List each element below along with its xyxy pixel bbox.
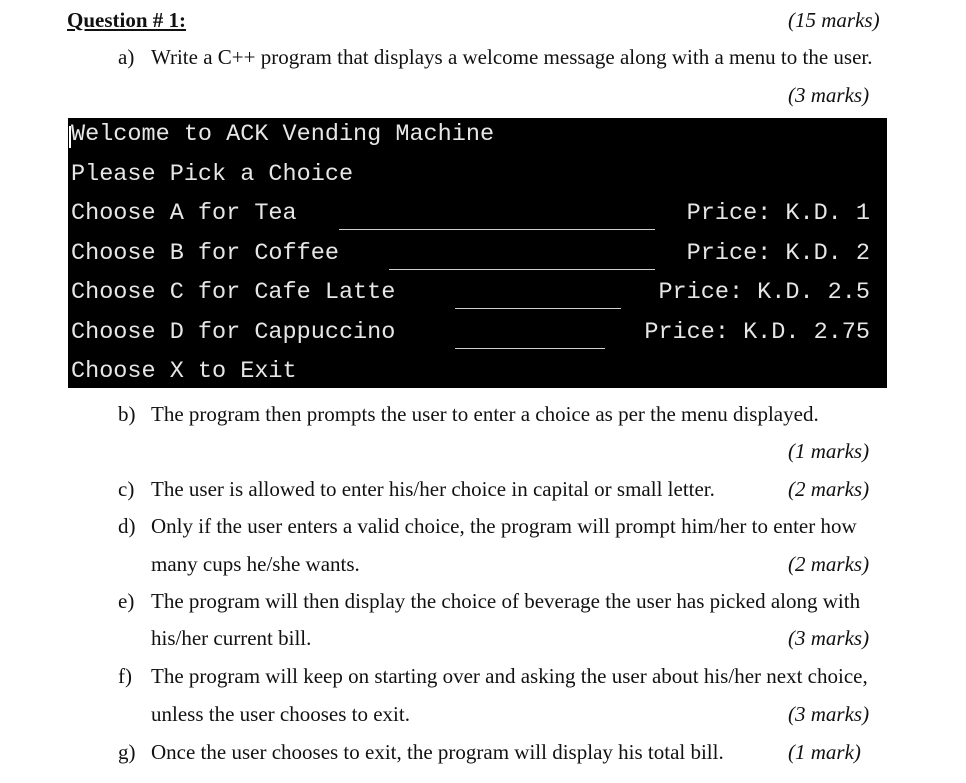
part-a-marks: (3 marks) <box>788 83 870 107</box>
console-item-coffee: Choose B for Coffee <box>71 240 339 267</box>
part-c-text: The user is allowed to enter his/her choice in capital or small letter. <box>151 477 715 501</box>
part-f-line1: The program will keep on starting over and asking the user about his/her next choice, <box>151 664 868 688</box>
part-g-text: Once the user chooses to exit, the program will display his total bill. <box>151 740 724 764</box>
part-e-letter: e) <box>118 589 135 613</box>
part-e-marks: (3 marks) <box>788 626 870 650</box>
question-title: Question # 1: <box>67 8 187 32</box>
part-b-letter: b) <box>118 402 136 426</box>
part-d-line2: many cups he/she wants. <box>151 552 360 576</box>
part-b-text: The program then prompts the user to enter a choice as per the menu displayed. <box>151 402 819 426</box>
part-d-marks: (2 marks) <box>788 552 870 576</box>
part-e-line1: The program will then display the choice of beverage the user has picked along with <box>151 589 861 613</box>
part-e-line2: his/her current bill. <box>151 626 312 650</box>
console-item-cappuccino-leader <box>455 348 605 349</box>
console-welcome-line: Welcome to ACK Vending Machine <box>71 121 495 148</box>
part-d-letter: d) <box>118 514 136 538</box>
console-item-tea-price: Price: K.D. 1 <box>686 200 870 227</box>
part-f-letter: f) <box>118 664 132 688</box>
part-f-marks: (3 marks) <box>788 702 870 726</box>
console-prompt-line: Please Pick a Choice <box>71 161 354 188</box>
part-d-line1: Only if the user enters a valid choice, the program will prompt him/her to enter how <box>151 514 857 538</box>
part-c-marks: (2 marks) <box>788 477 870 501</box>
console-item-coffee-price: Price: K.D. 2 <box>686 240 870 267</box>
console-item-cappuccino: Choose D for Cappuccino <box>71 319 396 346</box>
part-g-letter: g) <box>118 740 136 764</box>
console-item-cafe-latte-leader <box>455 308 621 309</box>
console-item-coffee-leader <box>389 269 655 270</box>
console-output <box>68 118 887 388</box>
total-marks: (15 marks) <box>788 8 880 32</box>
console-item-tea: Choose A for Tea <box>71 200 297 227</box>
console-item-cappuccino-price: Price: K.D. 2.75 <box>644 319 870 346</box>
part-g-marks: (1 mark) <box>788 740 861 764</box>
part-b-marks: (1 marks) <box>788 439 870 463</box>
console-item-cafe-latte: Choose C for Cafe Latte <box>71 279 396 306</box>
part-a-text: Write a C++ program that displays a welcome message along with a menu to the user. <box>151 45 873 69</box>
part-a-letter: a) <box>118 45 135 69</box>
part-c-letter: c) <box>118 477 135 501</box>
console-item-cafe-latte-price: Price: K.D. 2.5 <box>658 279 870 306</box>
part-f-line2: unless the user chooses to exit. <box>151 702 410 726</box>
console-exit-line: Choose X to Exit <box>71 358 297 385</box>
console-item-tea-leader <box>339 229 655 230</box>
